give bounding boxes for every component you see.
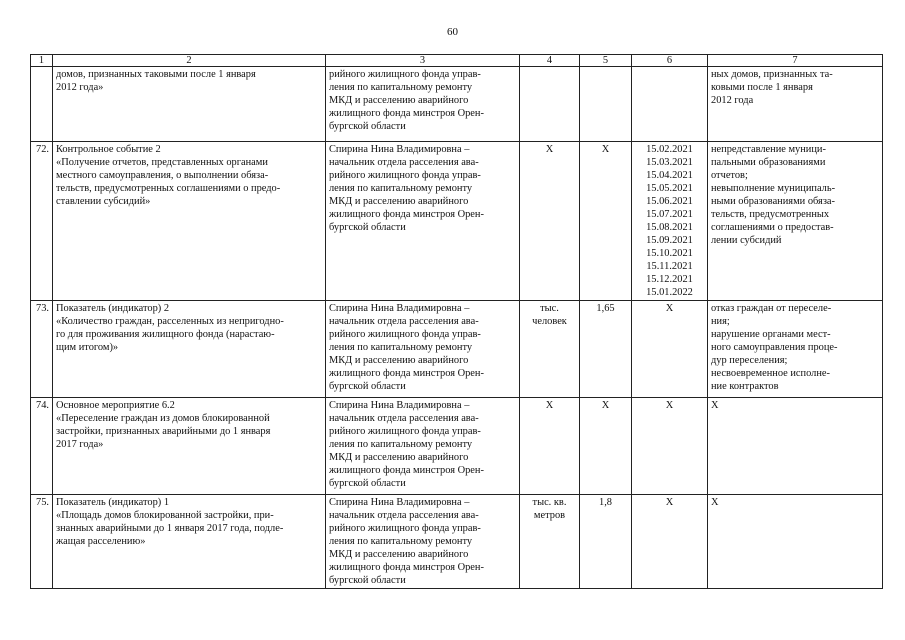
row-number-cell: 75. bbox=[31, 495, 53, 589]
header-row bbox=[31, 55, 883, 67]
event-name-line: застройки, признанных аварийными до 1 января bbox=[56, 426, 271, 437]
value-cell: 1,8 bbox=[580, 495, 632, 589]
unit-cell: Х bbox=[520, 142, 580, 301]
date-line: 15.12.2021 bbox=[646, 274, 693, 285]
responsible-line: Спирина Нина Владимировна – bbox=[329, 400, 470, 411]
responsible-line: МКД и расселению аварийного bbox=[329, 549, 469, 560]
responsible-line: МКД и расселению аварийного bbox=[329, 452, 469, 463]
responsible-line: начальник отдела расселения ава- bbox=[329, 316, 479, 327]
responsible-line: рийного жилищного фонда управ- bbox=[329, 426, 481, 437]
risk-line: несвоевременное исполне- bbox=[711, 368, 830, 379]
responsible-line: рийного жилищного фонда управ- bbox=[329, 329, 481, 340]
value-cell: Х bbox=[580, 142, 632, 301]
unit-cell bbox=[520, 67, 580, 142]
responsible-cell bbox=[326, 398, 520, 495]
responsible-line: ления по капитальному ремонту bbox=[329, 183, 473, 194]
risks-cell bbox=[708, 301, 883, 398]
responsible-line: Спирина Нина Владимировна – bbox=[329, 497, 470, 508]
risk-line: ных домов, признанных та- bbox=[711, 69, 833, 80]
event-name-cell bbox=[53, 398, 326, 495]
risk-line: тельств, предусмотренных bbox=[711, 209, 830, 220]
date-line: 15.11.2021 bbox=[646, 261, 693, 272]
responsible-line: МКД и расселению аварийного bbox=[329, 355, 469, 366]
header-cell: 6 bbox=[632, 55, 708, 67]
event-name-line: ставлении субсидий» bbox=[56, 196, 151, 207]
risks-cell bbox=[708, 142, 883, 301]
date-line: 15.10.2021 bbox=[646, 248, 693, 259]
responsible-line: бургской области bbox=[329, 121, 406, 132]
responsible-line: жилищного фонда минстроя Орен- bbox=[329, 209, 484, 220]
event-name-line: «Переселение граждан из домов блокированной bbox=[56, 413, 270, 424]
responsible-cell bbox=[326, 495, 520, 589]
table-row bbox=[31, 398, 883, 495]
unit-cell: Х bbox=[520, 398, 580, 495]
risks-cell bbox=[708, 398, 883, 495]
responsible-line: начальник отдела расселения ава- bbox=[329, 157, 479, 168]
risk-line: невыполнение муниципаль- bbox=[711, 183, 836, 194]
dates-cell bbox=[632, 142, 708, 301]
risk-line: ние контрактов bbox=[711, 381, 779, 392]
date-line: 15.07.2021 bbox=[646, 209, 693, 220]
event-name-line: домов, признанных таковыми после 1 января bbox=[56, 69, 256, 80]
value-cell: Х bbox=[580, 398, 632, 495]
responsible-line: МКД и расселению аварийного bbox=[329, 196, 469, 207]
dates-cell bbox=[632, 67, 708, 142]
date-line: 15.02.2021 bbox=[646, 144, 693, 155]
responsible-line: ления по капитальному ремонту bbox=[329, 439, 473, 450]
row-number-cell: 72. bbox=[31, 142, 53, 301]
table-row bbox=[31, 301, 883, 398]
event-name-cell bbox=[53, 495, 326, 589]
risk-line: соглашениями о предостав- bbox=[711, 222, 834, 233]
table-row bbox=[31, 67, 883, 142]
event-name-line: тельств, предусмотренных соглашениями о предо- bbox=[56, 183, 281, 194]
header-cell: 1 bbox=[31, 55, 53, 67]
header-cell: 2 bbox=[53, 55, 326, 67]
event-name-line: местного самоуправления, о выполнении обяза- bbox=[56, 170, 269, 181]
responsible-line: начальник отдела расселения ава- bbox=[329, 413, 479, 424]
responsible-line: Спирина Нина Владимировна – bbox=[329, 144, 470, 155]
date-line: Х bbox=[665, 400, 674, 411]
responsible-line: жилищного фонда минстроя Орен- bbox=[329, 465, 484, 476]
dates-cell bbox=[632, 301, 708, 398]
risk-line: пальными образованиями bbox=[711, 157, 826, 168]
header-cell: 5 bbox=[580, 55, 632, 67]
responsible-line: МКД и расселению аварийного bbox=[329, 95, 469, 106]
risk-line: ния; bbox=[711, 316, 730, 327]
event-name-line: Показатель (индикатор) 2 bbox=[56, 303, 170, 314]
responsible-line: рийного жилищного фонда управ- bbox=[329, 170, 481, 181]
responsible-line: рийного жилищного фонда управ- bbox=[329, 69, 481, 80]
table-row bbox=[31, 142, 883, 301]
event-name-line: жащая расселению» bbox=[56, 536, 146, 547]
responsible-line: рийного жилищного фонда управ- bbox=[329, 523, 481, 534]
date-line: 15.08.2021 bbox=[646, 222, 693, 233]
date-line: Х bbox=[665, 303, 674, 314]
event-name-line: Основное мероприятие 6.2 bbox=[56, 400, 175, 411]
value-cell: 1,65 bbox=[580, 301, 632, 398]
event-name-line: «Площадь домов блокированной застройки, при- bbox=[56, 510, 274, 521]
risks-cell bbox=[708, 67, 883, 142]
header-cell: 4 bbox=[520, 55, 580, 67]
row-number-cell: 74. bbox=[31, 398, 53, 495]
event-name-line: «Количество граждан, расселенных из непригодно- bbox=[56, 316, 284, 327]
event-name-line: Показатель (индикатор) 1 bbox=[56, 497, 170, 508]
event-name-line: 2017 года» bbox=[56, 439, 104, 450]
risk-line: ными образованиями обяза- bbox=[711, 196, 835, 207]
risk-line: дур переселения; bbox=[711, 355, 788, 366]
responsible-cell bbox=[326, 67, 520, 142]
event-name-cell bbox=[53, 142, 326, 301]
unit-cell: тыс. кв. метров bbox=[520, 495, 580, 589]
page-number: 60 bbox=[447, 26, 458, 38]
risk-line: ного самоуправления проце- bbox=[711, 342, 838, 353]
date-line: 15.06.2021 bbox=[646, 196, 693, 207]
row-number-cell bbox=[31, 67, 53, 142]
responsible-line: ления по капитальному ремонту bbox=[329, 342, 473, 353]
dates-cell bbox=[632, 398, 708, 495]
risks-cell bbox=[708, 495, 883, 589]
event-name-line: щим итогом)» bbox=[56, 342, 119, 353]
responsible-line: бургской области bbox=[329, 478, 406, 489]
risk-line: Х bbox=[711, 497, 719, 508]
unit-cell: тыс. человек bbox=[520, 301, 580, 398]
date-line: 15.09.2021 bbox=[646, 235, 693, 246]
responsible-line: бургской области bbox=[329, 381, 406, 392]
responsible-line: ления по капитальному ремонту bbox=[329, 536, 473, 547]
event-name-cell bbox=[53, 301, 326, 398]
responsible-line: жилищного фонда минстроя Орен- bbox=[329, 368, 484, 379]
risk-line: лении субсидий bbox=[711, 235, 782, 246]
table-row bbox=[31, 495, 883, 589]
responsible-cell bbox=[326, 301, 520, 398]
event-name-line: Контрольное событие 2 bbox=[56, 144, 161, 155]
event-name-line: 2012 года» bbox=[56, 82, 104, 93]
event-name-line: «Получение отчетов, представленных органами bbox=[56, 157, 268, 168]
date-line: 15.04.2021 bbox=[646, 170, 693, 181]
event-name-line: го для проживания жилищного фонда (нарастаю- bbox=[56, 329, 275, 340]
event-name-cell bbox=[53, 67, 326, 142]
date-line: 15.03.2021 bbox=[646, 157, 693, 168]
row-number-cell: 73. bbox=[31, 301, 53, 398]
responsible-line: бургской области bbox=[329, 222, 406, 233]
risk-line: нарушение органами мест- bbox=[711, 329, 831, 340]
date-line: 15.01.2022 bbox=[646, 287, 693, 298]
responsible-cell bbox=[326, 142, 520, 301]
risk-line: ковыми после 1 января bbox=[711, 82, 813, 93]
risk-line: Х bbox=[711, 400, 719, 411]
risk-line: непредставление муници- bbox=[711, 144, 826, 155]
responsible-line: ления по капитальному ремонту bbox=[329, 82, 473, 93]
header-cell: 7 bbox=[708, 55, 883, 67]
risk-line: отчетов; bbox=[711, 170, 748, 181]
responsible-line: Спирина Нина Владимировна – bbox=[329, 303, 470, 314]
date-line: Х bbox=[665, 497, 674, 508]
date-line: 15.05.2021 bbox=[646, 183, 693, 194]
value-cell bbox=[580, 67, 632, 142]
header-cell: 3 bbox=[326, 55, 520, 67]
risk-line: 2012 года bbox=[711, 95, 754, 106]
responsible-line: бургской области bbox=[329, 575, 406, 586]
risk-line: отказ граждан от переселе- bbox=[711, 303, 832, 314]
event-name-line: знанных аварийными до 1 января 2017 года, подле- bbox=[56, 523, 284, 534]
plan-table bbox=[30, 54, 883, 589]
responsible-line: жилищного фонда минстроя Орен- bbox=[329, 108, 484, 119]
dates-cell bbox=[632, 495, 708, 589]
responsible-line: жилищного фонда минстроя Орен- bbox=[329, 562, 484, 573]
responsible-line: начальник отдела расселения ава- bbox=[329, 510, 479, 521]
